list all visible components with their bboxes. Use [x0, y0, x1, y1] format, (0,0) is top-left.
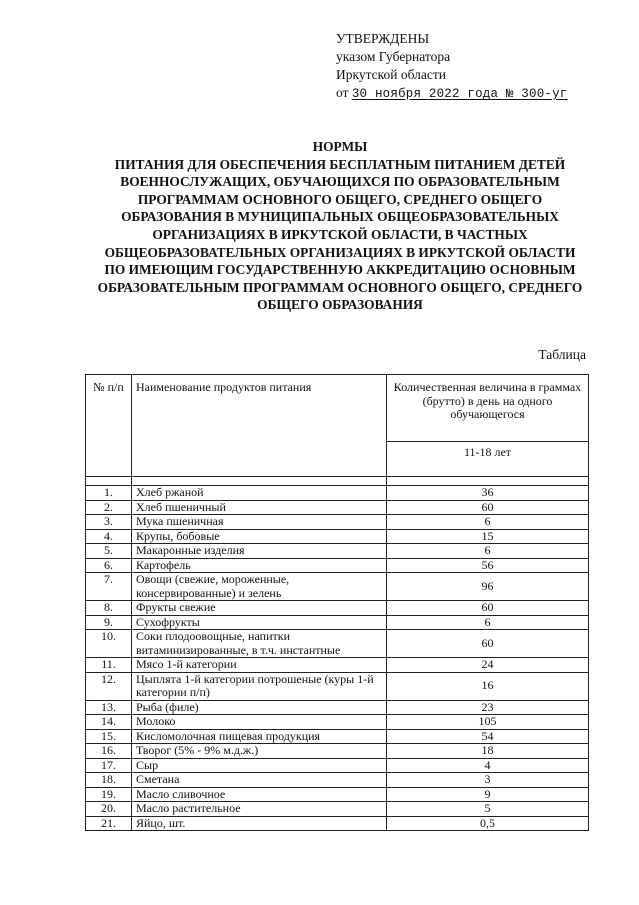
table-row: [86, 558, 589, 573]
row-product-name: Сухофрукты: [132, 615, 387, 630]
row-number: 15.: [86, 729, 132, 744]
header-name: Наименование продуктов питания: [132, 375, 387, 477]
row-product-name: Картофель: [132, 558, 387, 573]
row-quantity: 0,5: [387, 816, 589, 831]
row-product-name: Сыр: [132, 758, 387, 773]
table-row: [86, 573, 589, 601]
table-row: [86, 758, 589, 773]
table-row: [86, 486, 589, 501]
table-row: [86, 700, 589, 715]
table-row: [86, 802, 589, 817]
row-quantity: 54: [387, 729, 589, 744]
row-number: 3.: [86, 515, 132, 530]
title-subtitle: ПИТАНИЯ ДЛЯ ОБЕСПЕЧЕНИЯ БЕСПЛАТНЫМ ПИТАНИЕМ ДЕТЕЙ ВОЕННОСЛУЖАЩИХ, ОБУЧАЮЩИХСЯ ПО ОБРАЗОВАТЕЛЬНЫМ ПРОГРАММАМ ОСНОВНОГО ОБЩЕГО, СРЕДНЕГО ОБЩЕГО ОБРАЗОВАНИЯ В МУНИЦИПАЛЬНЫХ ОБЩЕОБРАЗОВАТЕЛЬНЫХ ОРГАНИЗАЦИЯХ В ИРКУТСКОЙ ОБЛАСТИ, В ЧАСТНЫХ ОБЩЕОБРАЗОВАТЕЛЬНЫХ ОРГАНИЗАЦИЯХ В ИРКУТСКОЙ ОБЛАСТИ ПО ИМЕЮЩИМ ГОСУДАРСТВЕННУЮ АККРЕДИТАЦИЮ ОСНОВНЫМ ОБРАЗОВАТЕЛЬНЫМ ПРОГРАММАМ ОСНОВНОГО ОБЩЕГО, СРЕДНЕГО ОБЩЕГО ОБРАЗОВАНИЯ: [97, 156, 583, 313]
approval-date-prefix: от: [336, 85, 349, 100]
approval-date-line: [336, 84, 568, 103]
row-quantity: 5: [387, 802, 589, 817]
table-row: [86, 515, 589, 530]
row-product-name: Масло сливочное: [132, 787, 387, 802]
row-quantity: 9: [387, 787, 589, 802]
table-row: [86, 787, 589, 802]
row-product-name: Сметана: [132, 773, 387, 788]
row-quantity: 60: [387, 500, 589, 515]
row-product-name: Хлеб пшеничный: [132, 500, 387, 515]
row-product-name: Овощи (свежие, мороженные, консервированные) и зелень: [132, 573, 387, 601]
row-number: 10.: [86, 630, 132, 658]
table-row: [86, 715, 589, 730]
row-quantity: 6: [387, 544, 589, 559]
row-product-name: Кисломолочная пищевая продукция: [132, 729, 387, 744]
table-row: [86, 615, 589, 630]
row-quantity: 3: [387, 773, 589, 788]
row-product-name: Крупы, бобовые: [132, 529, 387, 544]
row-product-name: Молоко: [132, 715, 387, 730]
row-number: 13.: [86, 700, 132, 715]
approval-line-1: УТВЕРЖДЕНЫ: [336, 31, 430, 46]
header-num: № п/п: [86, 375, 132, 477]
row-number: 12.: [86, 672, 132, 700]
row-product-name: Мука пшеничная: [132, 515, 387, 530]
table-row: [86, 773, 589, 788]
row-number: 7.: [86, 573, 132, 601]
row-number: 19.: [86, 787, 132, 802]
row-number: 9.: [86, 615, 132, 630]
row-quantity: 105: [387, 715, 589, 730]
table-label: Таблица: [538, 347, 586, 362]
row-product-name: Цыплята 1-й категории потрошеные (куры 1-й категории п/п): [132, 672, 387, 700]
row-number: 11.: [86, 658, 132, 673]
row-number: 1.: [86, 486, 132, 501]
table-row: [86, 672, 589, 700]
title-heading: НОРМЫ: [312, 139, 368, 154]
row-quantity: 24: [387, 658, 589, 673]
table-row: [86, 500, 589, 515]
row-number: 18.: [86, 773, 132, 788]
row-product-name: Фрукты свежие: [132, 601, 387, 616]
approval-stamp: [336, 30, 568, 103]
table-body: [86, 477, 589, 831]
row-product-name: Масло растительное: [132, 802, 387, 817]
row-number: 17.: [86, 758, 132, 773]
header-age: 11-18 лет: [387, 442, 589, 477]
row-product-name: Яйцо, шт.: [132, 816, 387, 831]
document-title: [96, 138, 584, 314]
table-row: [86, 601, 589, 616]
table-row: [86, 630, 589, 658]
row-quantity: 18: [387, 744, 589, 759]
row-product-name: Соки плодоовощные, напитки витаминизированные, в т.ч. инстантные: [132, 630, 387, 658]
row-number: 20.: [86, 802, 132, 817]
table-row: [86, 744, 589, 759]
row-quantity: 6: [387, 515, 589, 530]
row-product-name: Рыба (филе): [132, 700, 387, 715]
row-number: 16.: [86, 744, 132, 759]
row-quantity: 60: [387, 601, 589, 616]
row-product-name: Макаронные изделия: [132, 544, 387, 559]
approval-date: 30 ноября 2022 года № 300-уг: [351, 87, 568, 101]
row-quantity: 96: [387, 573, 589, 601]
row-quantity: 56: [387, 558, 589, 573]
table-row: [86, 529, 589, 544]
norms-table: [85, 374, 589, 831]
table-row: [86, 816, 589, 831]
row-quantity: 6: [387, 615, 589, 630]
row-product-name: Хлеб ржаной: [132, 486, 387, 501]
approval-line-2: указом Губернатора: [336, 49, 451, 64]
table-row: [86, 658, 589, 673]
header-quantity: Количественная величина в граммах (брутто) в день на одного обучающегося: [387, 375, 589, 442]
row-number: 21.: [86, 816, 132, 831]
approval-line-3: Иркутской области: [336, 67, 447, 82]
row-quantity: 16: [387, 672, 589, 700]
table-row: [86, 729, 589, 744]
row-quantity: 60: [387, 630, 589, 658]
row-number: 5.: [86, 544, 132, 559]
table-row: [86, 544, 589, 559]
row-quantity: 36: [387, 486, 589, 501]
row-quantity: 23: [387, 700, 589, 715]
row-product-name: Мясо 1-й категории: [132, 658, 387, 673]
row-number: 8.: [86, 601, 132, 616]
row-quantity: 15: [387, 529, 589, 544]
row-number: 6.: [86, 558, 132, 573]
row-number: 2.: [86, 500, 132, 515]
row-quantity: 4: [387, 758, 589, 773]
row-number: 4.: [86, 529, 132, 544]
row-number: 14.: [86, 715, 132, 730]
row-product-name: Творог (5% - 9% м.д.ж.): [132, 744, 387, 759]
